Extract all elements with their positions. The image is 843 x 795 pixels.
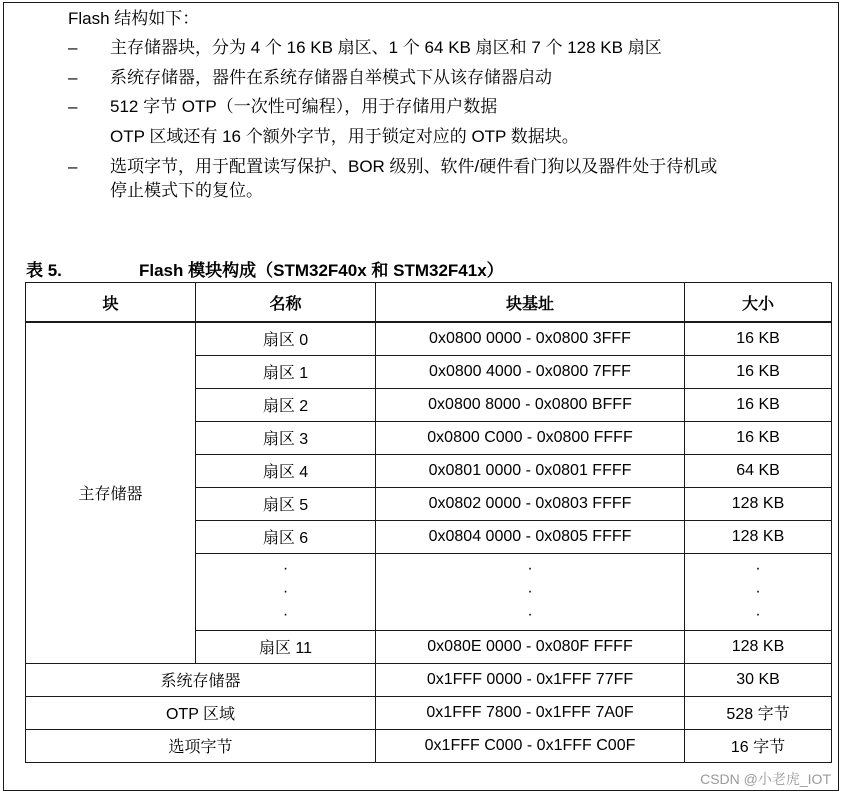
header-block: 块 (26, 283, 196, 323)
bullet-dash: – (68, 97, 78, 116)
option-bytes-address: 0x1FFF C000 - 0x1FFF C00F (376, 729, 685, 762)
sector-address: 0x0801 0000 - 0x0801 FFFF (376, 454, 685, 487)
table-row (26, 696, 832, 729)
table-header-row (26, 283, 832, 323)
table-title: Flash 模块构成（STM32F40x 和 STM32F41x） (139, 261, 504, 280)
intro-heading: Flash 结构如下： (68, 9, 200, 28)
header-size: 大小 (685, 283, 832, 323)
sector-name: 扇区 2 (196, 388, 376, 421)
sector-name: 扇区 3 (196, 421, 376, 454)
table-row (26, 322, 832, 355)
ellipsis-dot: · (755, 560, 761, 577)
bullet-option-bytes: 选项字节，用于配置读写保护、BOR 级别、软件/硬件看门狗以及器件处于待机或 (110, 157, 718, 176)
sector-address: 0x080E 0000 - 0x080F FFFF (376, 630, 685, 663)
bullet-otp: 512 字节 OTP（一次性可编程），用于存储用户数据 (110, 97, 498, 116)
table-row (26, 663, 832, 696)
ellipsis-dot: · (755, 583, 761, 600)
csdn-watermark: CSDN @小老虎_IOT (700, 771, 831, 787)
sector-size: 64 KB (685, 454, 832, 487)
system-memory-name: 系统存储器 (26, 663, 376, 696)
flash-module-table (25, 282, 832, 763)
otp-area-size: 528 字节 (685, 696, 832, 729)
sector-name: 扇区 6 (196, 520, 376, 553)
header-name: 名称 (196, 283, 376, 323)
ellipsis-dot: · (282, 606, 289, 623)
main-memory-block: 主存储器 (26, 322, 196, 663)
option-bytes-name: 选项字节 (26, 729, 376, 762)
sector-size: 16 KB (685, 388, 832, 421)
ellipsis-dot: · (527, 560, 533, 577)
sector-address: 0x0802 0000 - 0x0803 FFFF (376, 487, 685, 520)
sector-size: 128 KB (685, 630, 832, 663)
sector-name: 扇区 1 (196, 355, 376, 388)
option-bytes-size: 16 字节 (685, 729, 832, 762)
bullet-main-memory: 主存储器块，分为 4 个 16 KB 扇区、1 个 64 KB 扇区和 7 个 128 KB 扇区 (110, 38, 662, 57)
ellipsis-dot: · (755, 606, 761, 623)
sector-size: 16 KB (685, 322, 832, 355)
ellipsis-dot: · (527, 583, 533, 600)
sector-address: 0x0800 8000 - 0x0800 BFFF (376, 388, 685, 421)
bullet-dash: – (68, 68, 78, 87)
bullet-system-memory: 系统存储器，器件在系统存储器自举模式下从该存储器启动 (110, 68, 552, 87)
sector-address: 0x0800 4000 - 0x0800 7FFF (376, 355, 685, 388)
sector-size: 128 KB (685, 520, 832, 553)
sector-name: 扇区 0 (196, 322, 376, 355)
ellipsis-dot: · (282, 560, 289, 577)
otp-note: OTP 区域还有 16 个额外字节，用于锁定对应的 OTP 数据块。 (110, 127, 579, 146)
bullet-dash: – (68, 157, 78, 176)
table-number: 表 5. (26, 261, 62, 280)
system-memory-size: 30 KB (685, 663, 832, 696)
sector-address: 0x0800 0000 - 0x0800 3FFF (376, 322, 685, 355)
otp-area-address: 0x1FFF 7800 - 0x1FFF 7A0F (376, 696, 685, 729)
otp-area-name: OTP 区域 (26, 696, 376, 729)
header-base-address: 块基址 (376, 283, 685, 323)
bullet-dash: – (68, 38, 78, 57)
sector-name: 扇区 5 (196, 487, 376, 520)
sector-address: 0x0800 C000 - 0x0800 FFFF (376, 421, 685, 454)
ellipsis-dot: · (527, 606, 533, 623)
sector-name: 扇区 4 (196, 454, 376, 487)
ellipsis-cell (685, 553, 832, 630)
ellipsis-cell (376, 553, 685, 630)
sector-address: 0x0804 0000 - 0x0805 FFFF (376, 520, 685, 553)
sector-size: 16 KB (685, 355, 832, 388)
ellipsis-dot: · (282, 583, 289, 600)
table-row (26, 729, 832, 762)
sector-size: 16 KB (685, 421, 832, 454)
sector-name: 扇区 11 (196, 630, 376, 663)
sector-size: 128 KB (685, 487, 832, 520)
ellipsis-cell (196, 553, 376, 630)
option-bytes-continuation: 停止模式下的复位。 (110, 181, 263, 200)
system-memory-address: 0x1FFF 0000 - 0x1FFF 77FF (376, 663, 685, 696)
